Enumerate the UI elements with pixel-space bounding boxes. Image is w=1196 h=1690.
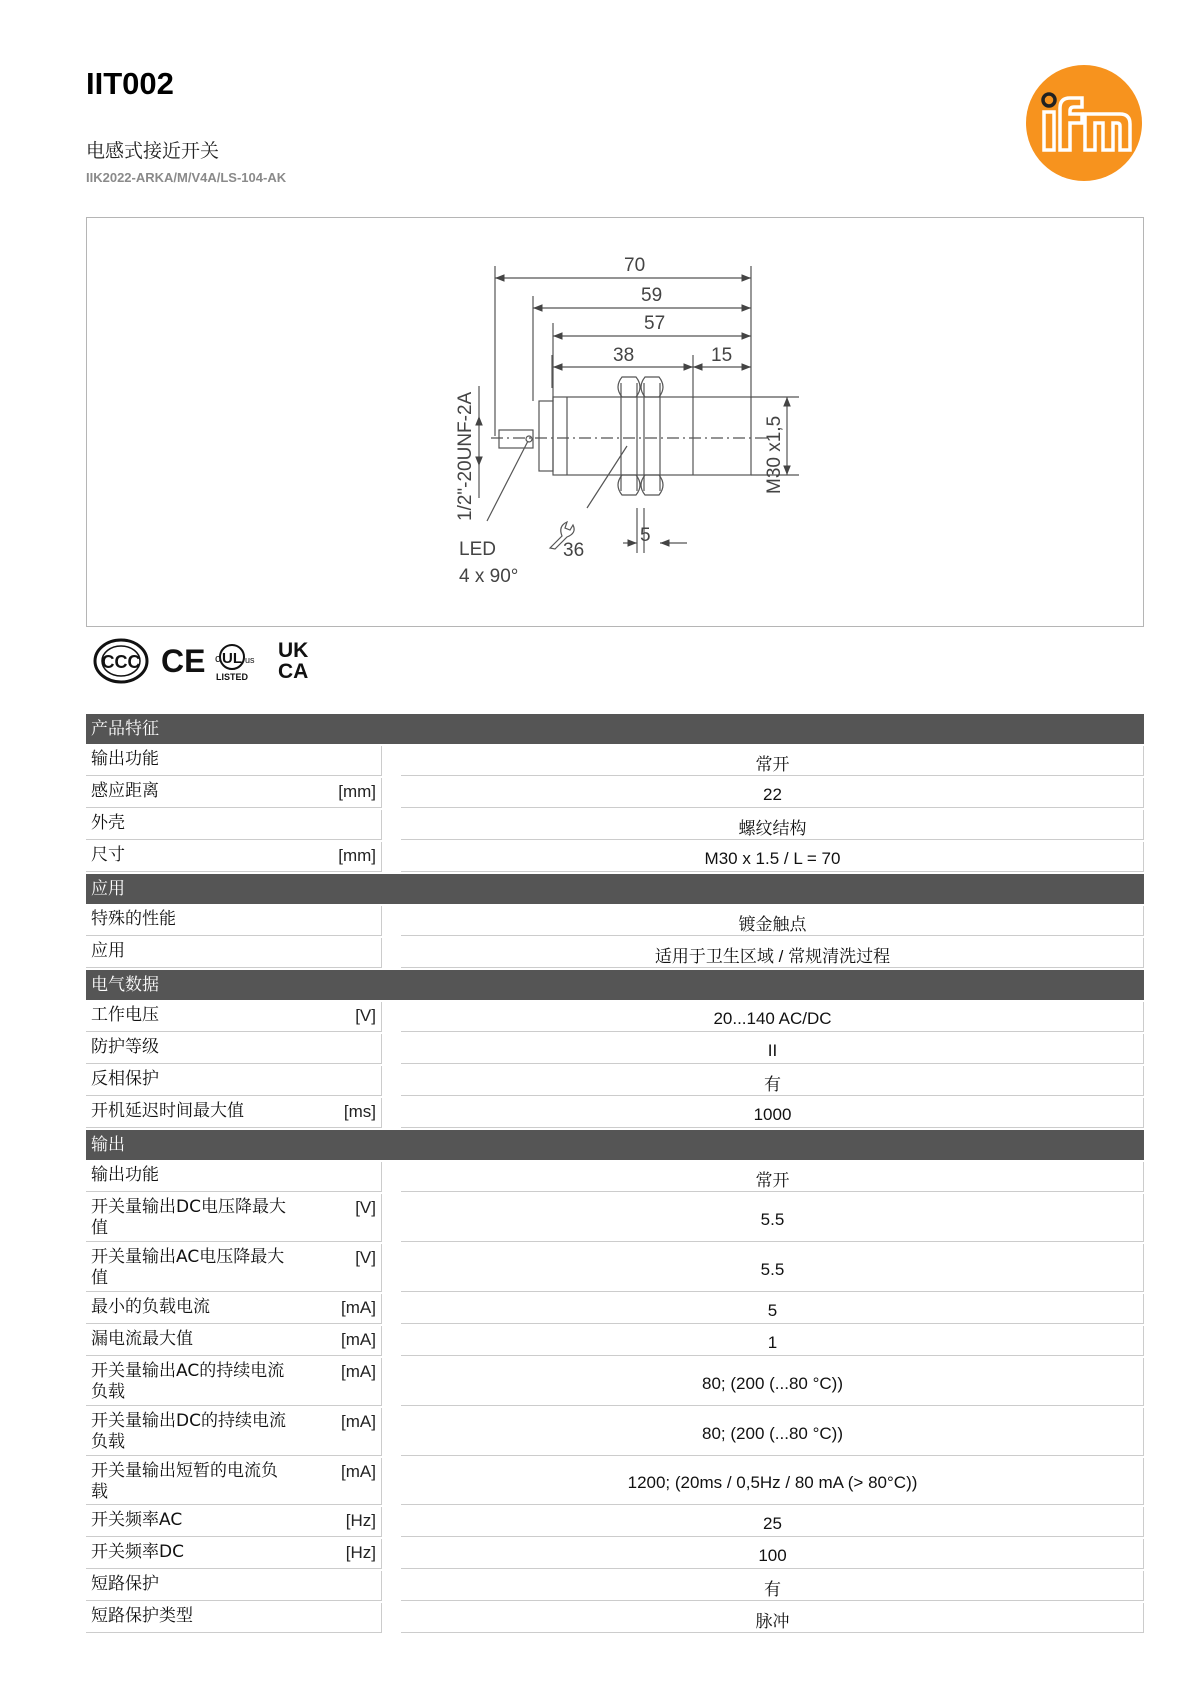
spec-label-cell (86, 1066, 382, 1096)
spec-value: 螺纹结构 (401, 810, 1144, 840)
svg-text:UL: UL (222, 650, 242, 667)
thread-label: 1/2"-20UNF-2A (455, 391, 476, 521)
ukca-bottom-text: CA (278, 660, 309, 683)
spec-value: 1000 (401, 1098, 1144, 1128)
spec-value: II (401, 1034, 1144, 1064)
spec-label: 防护等级 (91, 1037, 159, 1057)
spec-row (86, 1408, 1144, 1456)
ul-listed-mark (215, 645, 255, 682)
ccc-mark (95, 640, 147, 682)
dim-59-label: 59 (641, 285, 663, 306)
spec-label: 感应距离 (91, 781, 159, 801)
spec-label: 反相保护 (91, 1069, 159, 1089)
spec-row (86, 746, 1144, 776)
spec-row (86, 938, 1144, 968)
body-thread-label: M30 x1,5 (764, 415, 785, 494)
spec-row (86, 1194, 1144, 1242)
ukca-mark (278, 639, 308, 683)
dim-57-label: 57 (644, 313, 666, 334)
spec-label: 尺寸 (91, 845, 125, 865)
spec-label: 开关频率AC (91, 1510, 183, 1530)
spec-value: 镀金触点 (401, 906, 1144, 936)
spec-label: 开关量输出DC电压降最大值 (91, 1197, 286, 1238)
spec-label-cell (86, 810, 382, 840)
spec-unit: [V] (355, 1248, 376, 1267)
spec-unit: [mA] (341, 1462, 376, 1481)
spec-label: 短路保护 (91, 1574, 159, 1594)
spec-row (86, 1294, 1144, 1324)
product-title: IIT002 (86, 66, 174, 101)
spec-value: 5.5 (401, 1194, 1144, 1242)
spec-row (86, 1244, 1144, 1292)
spec-value: 常开 (401, 1162, 1144, 1192)
spec-label: 短路保护类型 (91, 1606, 193, 1626)
spec-label-cell (86, 906, 382, 936)
ifm-logo (1025, 64, 1143, 182)
spec-row (86, 1002, 1144, 1032)
section-header: 电气数据 (86, 970, 1144, 1000)
spec-label-cell (86, 1002, 382, 1032)
spec-label-cell (86, 1603, 382, 1633)
spec-label: 应用 (91, 941, 125, 961)
led-label: LED (459, 539, 496, 560)
spec-value: 5.5 (401, 1244, 1144, 1292)
ul-us-text: us (245, 655, 255, 665)
spec-value: 22 (401, 778, 1144, 808)
section-header: 输出 (86, 1130, 1144, 1160)
spec-row (86, 906, 1144, 936)
product-subtitle: 电感式接近开关 (86, 140, 220, 162)
spec-row (86, 1358, 1144, 1406)
dim-38-label: 38 (613, 345, 635, 366)
spec-label: 开关量输出DC的持续电流负载 (91, 1411, 286, 1452)
spec-label: 最小的负载电流 (91, 1297, 210, 1317)
spec-row (86, 1326, 1144, 1356)
spec-value: 脉冲 (401, 1603, 1144, 1633)
spec-value: 1 (401, 1326, 1144, 1356)
ul-c-text: c (215, 653, 221, 665)
spec-label-cell (86, 1034, 382, 1064)
spec-unit: [mA] (341, 1362, 376, 1381)
spec-unit: [mm] (338, 782, 376, 801)
spec-label: 特殊的性能 (91, 909, 176, 929)
spec-label-cell (86, 1507, 382, 1537)
spec-label: 工作电压 (91, 1005, 159, 1025)
spec-value: 100 (401, 1539, 1144, 1569)
spec-value: 1200; (20ms / 0,5Hz / 80 mA (> 80°C)) (401, 1458, 1144, 1505)
spec-label: 漏电流最大值 (91, 1329, 193, 1349)
wrench-size-label: 36 (563, 540, 585, 561)
spec-label-cell (86, 842, 382, 872)
dim-70-label: 70 (624, 255, 646, 276)
spec-label: 开机延迟时间最大值 (91, 1101, 244, 1121)
spec-unit: [mA] (341, 1412, 376, 1431)
spec-value: 80; (200 (...80 °C)) (401, 1408, 1144, 1456)
part-number: IIK2022-ARKA/M/V4A/LS-104-AK (86, 170, 287, 185)
spec-label-cell (86, 938, 382, 968)
spec-row (86, 1571, 1144, 1601)
spec-row (86, 1034, 1144, 1064)
spec-value: 适用于卫生区域 / 常规清洗过程 (401, 938, 1144, 968)
spec-label-cell (86, 1294, 382, 1324)
spec-label-cell (86, 1244, 382, 1292)
spec-row (86, 1507, 1144, 1537)
spec-label-cell (86, 1194, 382, 1242)
spec-label: 输出功能 (91, 749, 159, 769)
spec-label-cell (86, 1162, 382, 1192)
certification-marks (93, 636, 333, 686)
spec-label-cell (86, 1408, 382, 1456)
spec-table (86, 714, 1144, 1635)
spec-row (86, 1066, 1144, 1096)
spec-unit: [mA] (341, 1330, 376, 1349)
spec-row (86, 1458, 1144, 1505)
spec-row (86, 1539, 1144, 1569)
spec-label-cell (86, 1571, 382, 1601)
spec-row (86, 810, 1144, 840)
spec-value: 25 (401, 1507, 1144, 1537)
spec-row (86, 842, 1144, 872)
spec-label: 输出功能 (91, 1165, 159, 1185)
section-header: 应用 (86, 874, 1144, 904)
spec-unit: [V] (355, 1006, 376, 1025)
spec-unit: [mA] (341, 1298, 376, 1317)
spec-label-cell (86, 746, 382, 776)
spec-unit: [ms] (343, 1102, 376, 1121)
spec-label: 开关量输出AC电压降最大值 (91, 1247, 285, 1288)
spec-value: 有 (401, 1571, 1144, 1601)
spec-label-cell (86, 1539, 382, 1569)
spec-value: 5 (401, 1294, 1144, 1324)
spec-unit: [Hz] (345, 1543, 376, 1562)
spec-row (86, 1098, 1144, 1128)
spec-unit: [mm] (338, 846, 376, 865)
spec-label: 外壳 (91, 813, 125, 833)
spec-unit: [Hz] (345, 1511, 376, 1530)
section-header: 产品特征 (86, 714, 1144, 744)
dim-15-label: 15 (711, 345, 733, 366)
spec-label: 开关频率DC (91, 1542, 184, 1562)
spec-row (86, 778, 1144, 808)
spec-value: 80; (200 (...80 °C)) (401, 1358, 1144, 1406)
spec-label-cell (86, 1358, 382, 1406)
spec-value: 20...140 AC/DC (401, 1002, 1144, 1032)
spec-value: 有 (401, 1066, 1144, 1096)
dim-5-label: 5 (640, 525, 651, 546)
spec-label-cell (86, 1098, 382, 1128)
spec-value: 常开 (401, 746, 1144, 776)
spec-row (86, 1162, 1144, 1192)
spec-value: M30 x 1.5 / L = 70 (401, 842, 1144, 872)
spec-label-cell (86, 1326, 382, 1356)
spec-label: 开关量输出短暂的电流负载 (91, 1461, 278, 1502)
ccc-text: CCC (101, 652, 141, 672)
ukca-top-text: UK (278, 639, 309, 662)
spec-label: 开关量输出AC的持续电流负载 (91, 1361, 285, 1402)
dimension-drawing (86, 217, 1144, 627)
ul-listed-text: LISTED (215, 672, 249, 682)
spec-label-cell (86, 1458, 382, 1505)
spec-label-cell (86, 778, 382, 808)
spec-unit: [V] (355, 1198, 376, 1217)
spec-row (86, 1603, 1144, 1633)
ce-mark: CE (161, 643, 206, 679)
led-angle-label: 4 x 90° (459, 566, 519, 587)
